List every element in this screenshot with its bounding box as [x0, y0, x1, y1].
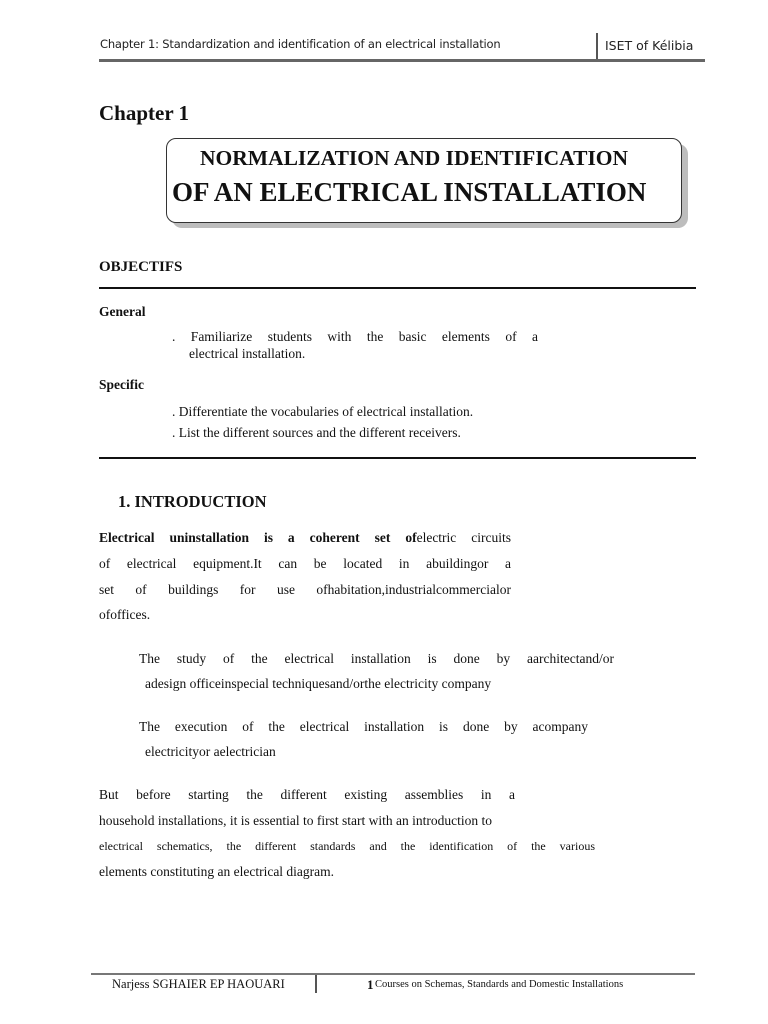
objectives-bottom-rule [99, 457, 696, 459]
bullet-item-study [129, 651, 614, 667]
running-header-title: Chapter 1: Standardization and identification of an electrical installation [100, 37, 501, 51]
specific-objective-2: . List the different sources and the different receivers. [172, 425, 461, 440]
bullet-execution-continuation: electricityor aelectrician [145, 744, 276, 759]
bullet-study-continuation: adesign officeinspecial techniquesand/orthe electricity company [145, 676, 492, 691]
footer-rule [91, 973, 695, 975]
specific-objective-1: . Differentiate the vocabularies of electrical installation. [172, 404, 474, 419]
header-separator [596, 33, 598, 60]
header-rule [99, 59, 705, 62]
intro-line1-rest: electric circuits [416, 530, 512, 545]
intro-paragraph-line3: set of buildings for use ofhabitation,industrialcommercialor [99, 582, 511, 597]
general-label: General [99, 304, 146, 319]
chapter-title-line1: NORMALIZATION AND IDENTIFICATION [200, 146, 629, 170]
bullet-study-text: The study of the electrical installation is done by aarchitectand/or [139, 651, 614, 666]
objectives-top-rule [99, 287, 696, 289]
closing-paragraph-line4: elements constituting an electrical diagram. [99, 864, 335, 879]
closing-paragraph-line1: But before starting the different existing assemblies in a [99, 787, 515, 802]
introduction-heading: 1. INTRODUCTION [118, 492, 267, 511]
closing-paragraph-line3: electrical schematics, the different standards and the identification of the various [99, 839, 595, 853]
footer-course-title: Courses on Schemas, Standards and Domestic Installations [375, 979, 624, 990]
footer-author: Narjess SGHAIER EP HAOUARI [112, 977, 285, 991]
running-header-institution: ISET of Kélibia [605, 38, 694, 53]
bullet-item-execution [129, 719, 588, 735]
chapter-title-line2: OF AN ELECTRICAL INSTALLATION [172, 177, 647, 207]
intro-paragraph-line1 [99, 530, 511, 546]
general-objective-line1: . Familiarize students with the basic elements of a [172, 329, 538, 344]
bullet-execution-text: The execution of the electrical installation is done by acompany [139, 719, 588, 734]
objectives-heading: OBJECTIFS [99, 259, 183, 275]
intro-bold-phrase: Electrical uninstallation is a coherent set of [99, 530, 417, 545]
chapter-label: Chapter 1 [99, 101, 190, 125]
intro-paragraph-line4: ofoffices. [99, 607, 151, 622]
closing-paragraph-line2: household installations, it is essential to first start with an introduction to [99, 813, 492, 828]
general-objective-line2: electrical installation. [189, 346, 306, 361]
footer-separator [315, 975, 317, 993]
intro-paragraph-line2: of electrical equipment.It can be located in abuildingor a [99, 556, 511, 571]
specific-label: Specific [99, 377, 144, 392]
page-number: 1 [367, 977, 374, 992]
